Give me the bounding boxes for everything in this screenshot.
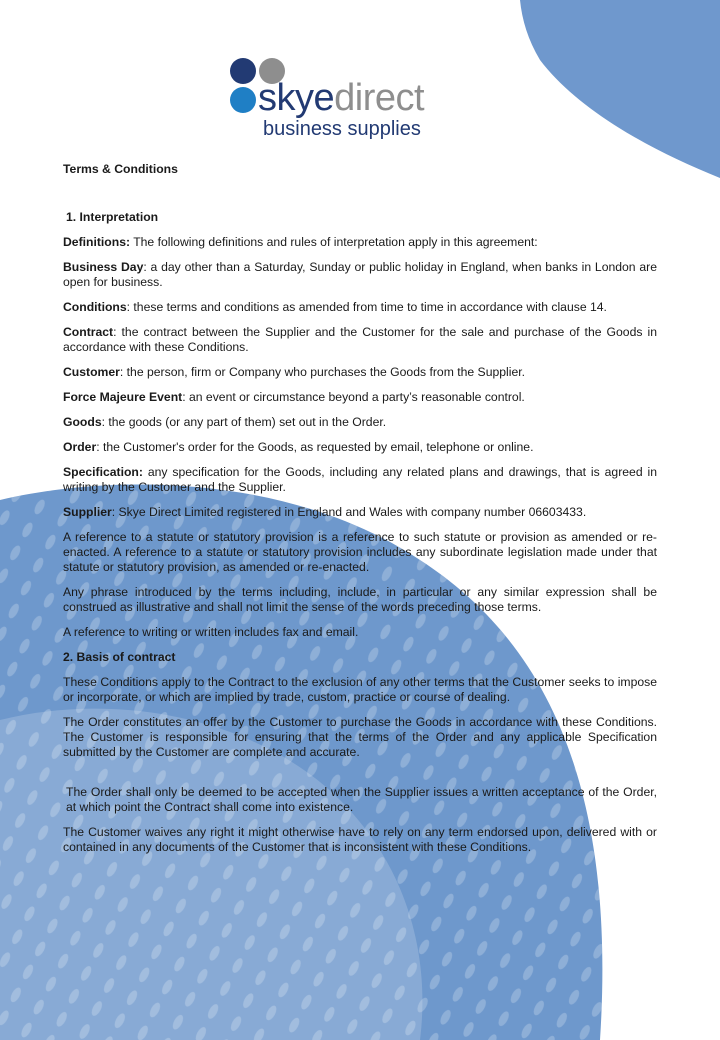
definition-text: : these terms and conditions as amended from time to time in accordance with clause 14. bbox=[126, 300, 607, 314]
definition-text: : the person, firm or Company who purchases the Goods from the Supplier. bbox=[119, 365, 525, 379]
definition-term: Definitions: bbox=[63, 235, 131, 249]
body-paragraph: A reference to a statute or statutory provision is a reference to such statute or provision as amended or re-enacted. A reference to a statute or statutory provision includes any subordinate legislation made under that statute or statutory provision, as amended or re-enacted. bbox=[63, 530, 657, 574]
section-heading: 1. Interpretation bbox=[66, 210, 159, 224]
svg-text:skyedirect: skyedirect bbox=[258, 77, 425, 119]
definition-item bbox=[63, 465, 657, 495]
company-logo bbox=[226, 54, 466, 140]
body-paragraph: Any phrase introduced by the terms including, include, in particular or any similar expression shall be construed as illustrative and shall not limit the sense of the words preceding those terms. bbox=[63, 585, 657, 614]
definition-item bbox=[63, 415, 657, 430]
definition-item bbox=[63, 440, 657, 455]
body-paragraph: The Order shall only be deemed to be accepted when the Supplier issues a written acceptance of the Order, at which point the Contract shall come into existence. bbox=[66, 785, 657, 814]
definition-item bbox=[63, 390, 657, 405]
definition-item bbox=[63, 365, 657, 380]
definition-text: : the goods (or any part of them) set out in the Order. bbox=[101, 415, 387, 429]
definition-text: : Skye Direct Limited registered in England and Wales with company number 06603433. bbox=[111, 505, 587, 519]
definition-term: Contract bbox=[63, 325, 114, 339]
definition-text: : the contract between the Supplier and the Customer for the sale and purchase of the Goods in accordance with these Conditions. bbox=[63, 325, 657, 354]
svg-text:business supplies: business supplies bbox=[263, 118, 421, 140]
definition-term: Specification: bbox=[63, 465, 143, 479]
definition-term: Business Day bbox=[63, 260, 144, 274]
definition-term: Order bbox=[63, 440, 97, 454]
definition-term: Supplier bbox=[63, 505, 112, 519]
body-paragraph: The Order constitutes an offer by the Customer to purchase the Goods in accordance with these Conditions. The Customer is responsible for ensuring that the terms of the Order and any applicable Specification submitted by the Customer are complete and accurate. bbox=[63, 715, 657, 759]
definition-item bbox=[63, 325, 657, 355]
definition-text: The following definitions and rules of interpretation apply in this agreement: bbox=[130, 235, 538, 249]
corner-swirl bbox=[520, 0, 720, 178]
body-paragraph: These Conditions apply to the Contract to the exclusion of any other terms that the Customer seeks to impose or incorporate, or which are implied by trade, custom, practice or course of dealing. bbox=[63, 675, 657, 704]
definition-term: Conditions bbox=[63, 300, 127, 314]
page-title: Terms & Conditions bbox=[63, 162, 178, 176]
definition-item bbox=[63, 300, 657, 315]
definition-text: : an event or circumstance beyond a party’s reasonable control. bbox=[182, 390, 525, 404]
definition-term: Goods bbox=[63, 415, 102, 429]
body-paragraph: A reference to writing or written includes fax and email. bbox=[63, 625, 359, 639]
definition-text: any specification for the Goods, including any related plans and drawings, that is agreed in writing by the Customer and the Supplier. bbox=[63, 465, 657, 494]
definition-item bbox=[63, 260, 657, 290]
document-body bbox=[63, 157, 657, 865]
definition-text: : a day other than a Saturday, Sunday or public holiday in England, when banks in London are open for business. bbox=[63, 260, 658, 289]
body-paragraph: The Customer waives any right it might otherwise have to rely on any term endorsed upon, delivered with or contained in any documents of the Customer that is inconsistent with these Conditions. bbox=[63, 825, 657, 854]
definition-text: : the Customer's order for the Goods, as requested by email, telephone or online. bbox=[96, 440, 534, 454]
definition-term: Customer bbox=[63, 365, 120, 379]
definition-term: Force Majeure Event bbox=[63, 390, 183, 404]
section-heading: 2. Basis of contract bbox=[63, 650, 176, 664]
definition-item bbox=[63, 505, 657, 520]
definitions-intro bbox=[63, 235, 657, 250]
